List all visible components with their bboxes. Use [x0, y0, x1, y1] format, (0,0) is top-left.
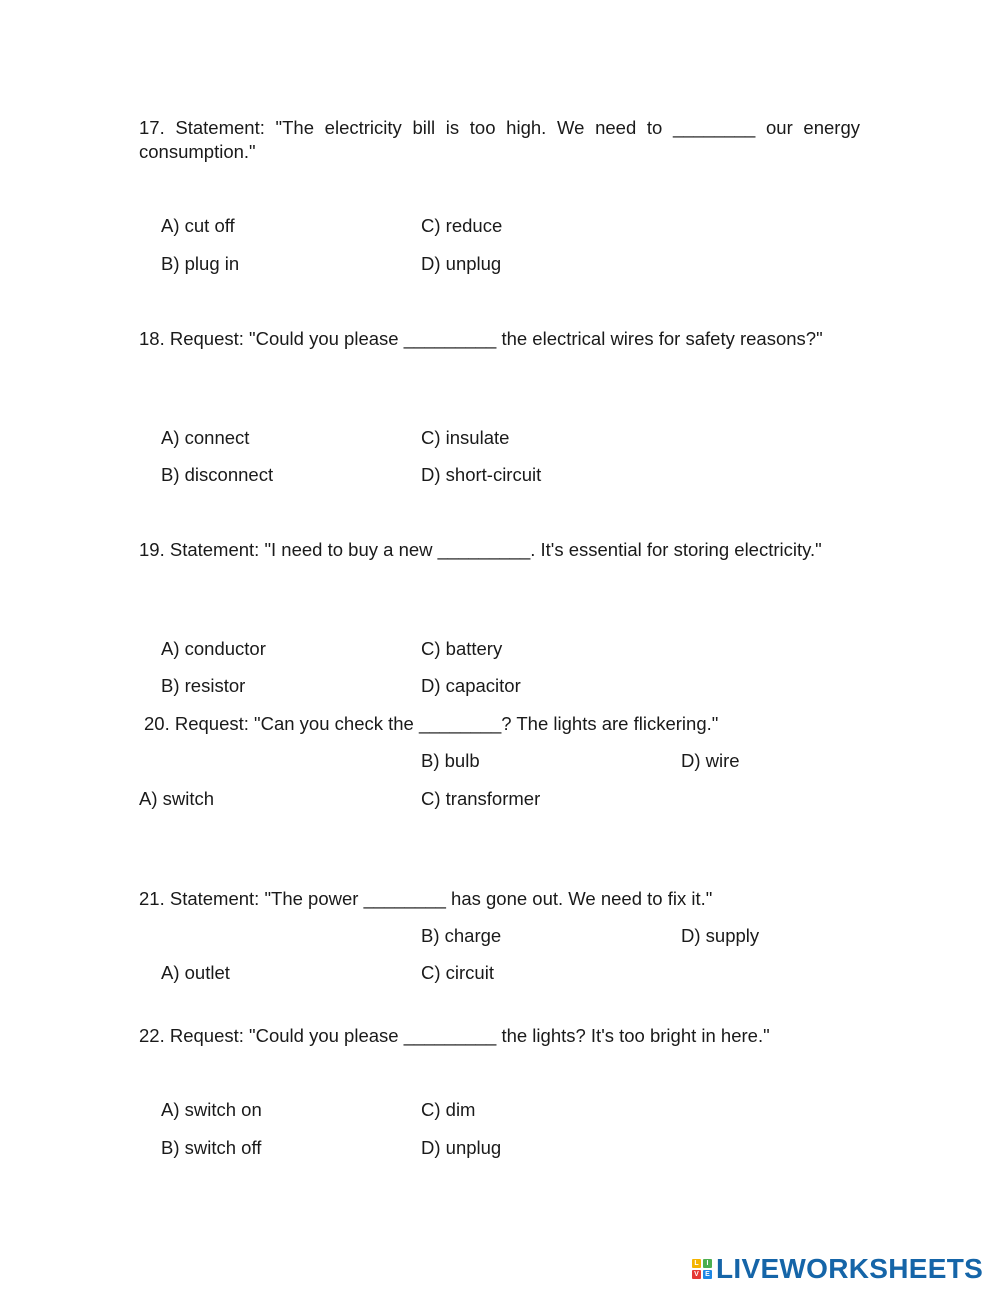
- option-17c[interactable]: C) reduce: [421, 215, 503, 236]
- question-19: 19. Statement: "I need to buy a new _________. It's essential for storing electricity.": [139, 539, 822, 560]
- option-17d[interactable]: D) unplug: [421, 253, 502, 274]
- option-22a[interactable]: A) switch on: [161, 1099, 262, 1120]
- option-17a[interactable]: A) cut off: [161, 215, 235, 236]
- option-22d[interactable]: D) unplug: [421, 1137, 502, 1158]
- option-19a[interactable]: A) conductor: [161, 638, 266, 659]
- logo-mark-letter: V: [692, 1270, 701, 1279]
- option-18c[interactable]: C) insulate: [421, 427, 510, 448]
- question-21: 21. Statement: "The power ________ has gone out. We need to fix it.": [139, 888, 713, 909]
- logo-mark-letter: E: [703, 1270, 712, 1279]
- option-20d[interactable]: D) wire: [681, 750, 740, 771]
- option-20b[interactable]: B) bulb: [421, 750, 480, 771]
- option-18b[interactable]: B) disconnect: [161, 464, 274, 485]
- option-21a[interactable]: A) outlet: [161, 962, 230, 983]
- question-22: 22. Request: "Could you please _________ the lights? It's too bright in here.": [139, 1025, 770, 1046]
- question-18: 18. Request: "Could you please _________ the electrical wires for safety reasons?": [139, 328, 823, 349]
- option-17b[interactable]: B) plug in: [161, 253, 240, 274]
- liveworksheets-logo: [692, 1252, 983, 1286]
- logo-text: LIVEWORKSHEETS: [716, 1253, 984, 1284]
- option-19c[interactable]: C) battery: [421, 638, 503, 659]
- option-19d[interactable]: D) capacitor: [421, 675, 521, 696]
- option-18d[interactable]: D) short-circuit: [421, 464, 542, 485]
- logo-mark-letter: L: [692, 1259, 701, 1268]
- option-22c[interactable]: C) dim: [421, 1099, 476, 1120]
- option-20c[interactable]: C) transformer: [421, 788, 541, 809]
- logo-mark-icon: [692, 1259, 712, 1279]
- option-22b[interactable]: B) switch off: [161, 1137, 262, 1158]
- option-20a[interactable]: A) switch: [139, 788, 215, 809]
- option-21d[interactable]: D) supply: [681, 925, 760, 946]
- question-17: 17. Statement: "The electricity bill is too high. We need to ________ our energy consumption.": [139, 117, 860, 162]
- question-20: 20. Request: "Can you check the ________? The lights are flickering.": [144, 713, 719, 734]
- logo-mark-letter: I: [703, 1259, 712, 1268]
- option-19b[interactable]: B) resistor: [161, 675, 246, 696]
- option-21c[interactable]: C) circuit: [421, 962, 494, 983]
- option-18a[interactable]: A) connect: [161, 427, 250, 448]
- option-21b[interactable]: B) charge: [421, 925, 502, 946]
